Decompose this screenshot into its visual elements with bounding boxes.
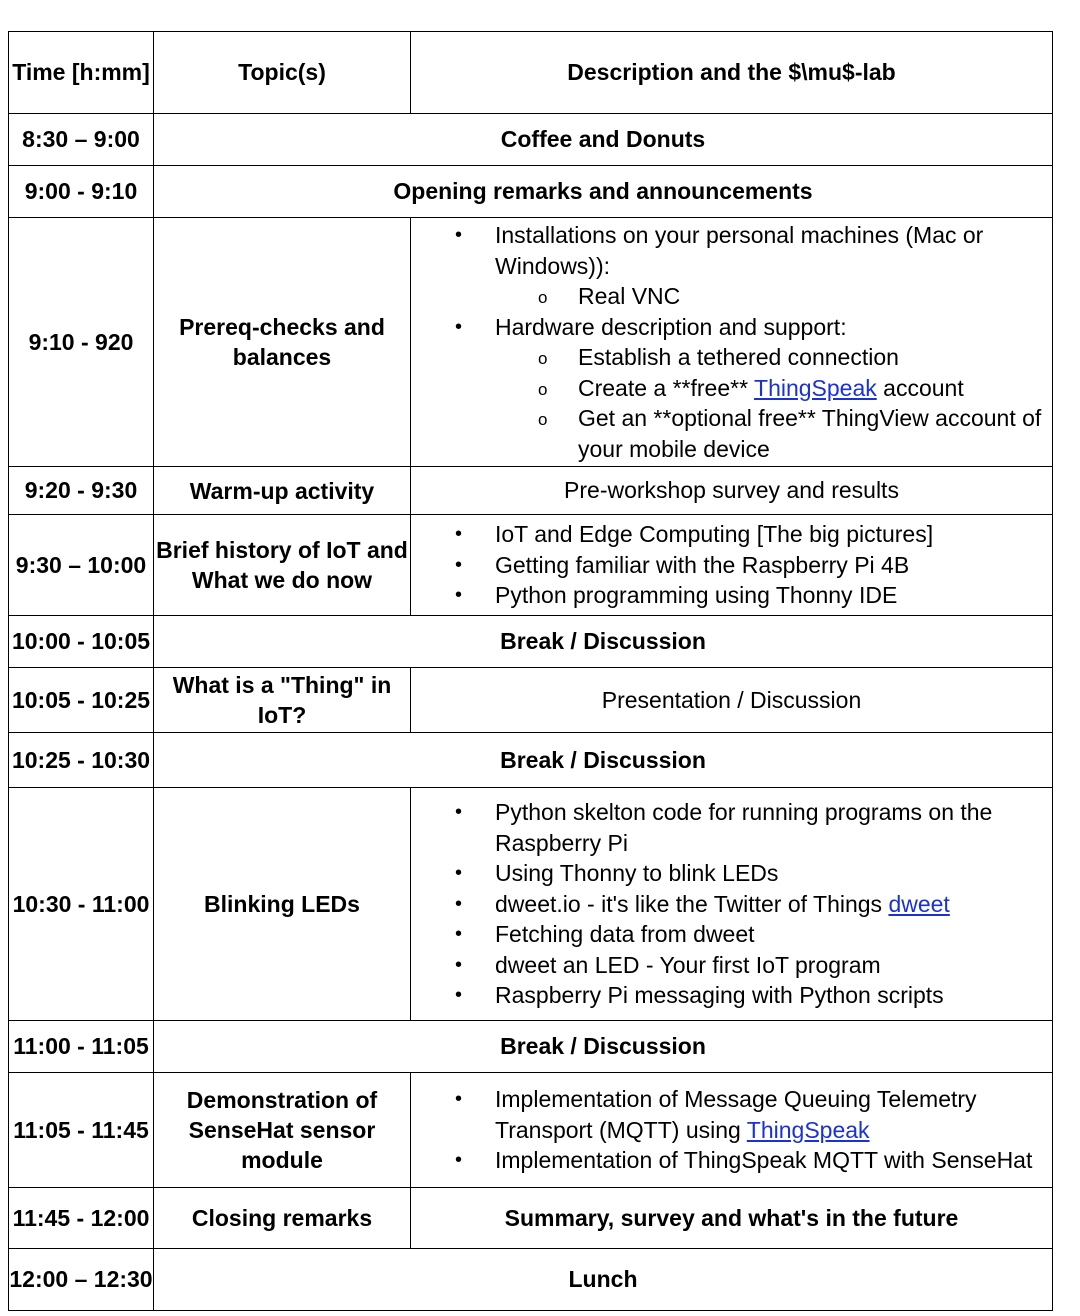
- description-cell: [411, 515, 1053, 616]
- list-item: • Using Thonny to blink LEDs: [411, 858, 1044, 889]
- header-topic: Topic(s): [154, 32, 411, 114]
- table-row: [9, 515, 1053, 616]
- description-cell: Pre-workshop survey and results: [411, 467, 1053, 515]
- sub-list-item: o Establish a tethered connection: [411, 342, 1044, 373]
- bullet-list: [411, 220, 1052, 464]
- table-row: [9, 668, 1053, 733]
- time-cell: 11:00 - 11:05: [9, 1021, 154, 1073]
- topic-cell: Brief history of IoT and What we do now: [154, 515, 411, 616]
- bullet-list: [411, 1084, 1052, 1176]
- topic-cell: Prereq-checks and balances: [154, 218, 411, 467]
- spanning-cell: Lunch: [154, 1249, 1053, 1311]
- time-cell: 12:00 – 12:30: [9, 1249, 154, 1311]
- list-item: [411, 889, 1044, 920]
- thingspeak-link[interactable]: ThingSpeak: [746, 1116, 870, 1143]
- item-text: dweet.io - it's like the Twitter of Things: [495, 890, 889, 917]
- description-cell: [411, 218, 1053, 467]
- time-cell: 10:05 - 10:25: [9, 668, 154, 733]
- table-row: [9, 733, 1053, 788]
- time-cell: 9:00 - 9:10: [9, 166, 154, 218]
- table-row: [9, 166, 1053, 218]
- sub-list-item: o Real VNC: [411, 281, 1044, 312]
- list-item: • Python programming using Thonny IDE: [411, 580, 1044, 611]
- topic-cell: Closing remarks: [154, 1188, 411, 1249]
- schedule-table: [8, 31, 1053, 1311]
- list-item: • Implementation of ThingSpeak MQTT with SenseHat: [411, 1145, 1044, 1176]
- list-item: • Getting familiar with the Raspberry Pi 4B: [411, 550, 1044, 581]
- topic-cell: What is a "Thing" in IoT?: [154, 668, 411, 733]
- dweet-link[interactable]: dweet: [888, 890, 950, 917]
- table-row: [9, 467, 1053, 515]
- spanning-cell: Coffee and Donuts: [154, 114, 1053, 166]
- time-cell: 10:00 - 10:05: [9, 616, 154, 668]
- topic-cell: Warm-up activity: [154, 467, 411, 515]
- item-text: account: [876, 374, 964, 401]
- spanning-cell: Break / Discussion: [154, 733, 1053, 788]
- description-cell: Presentation / Discussion: [411, 668, 1053, 733]
- header-time: Time [h:mm]: [9, 32, 154, 114]
- list-item: • Raspberry Pi messaging with Python scripts: [411, 980, 1044, 1011]
- description-cell: [411, 1073, 1053, 1188]
- item-text: Create a **free**: [578, 374, 755, 401]
- list-item: • dweet an LED - Your first IoT program: [411, 950, 1044, 981]
- table-row: [9, 1021, 1053, 1073]
- sub-list-item: [411, 373, 1044, 404]
- topic-cell: Demonstration of SenseHat sensor module: [154, 1073, 411, 1188]
- thingspeak-link[interactable]: ThingSpeak: [754, 374, 877, 401]
- time-cell: 9:30 – 10:00: [9, 515, 154, 616]
- description-cell: Summary, survey and what's in the future: [411, 1188, 1053, 1249]
- bullet-list: [411, 519, 1052, 611]
- table-row: [9, 114, 1053, 166]
- header-description: Description and the $\mu$-lab: [411, 32, 1053, 114]
- time-cell: 11:05 - 11:45: [9, 1073, 154, 1188]
- header-row: [9, 32, 1053, 114]
- table-row: [9, 1249, 1053, 1311]
- time-cell: 9:20 - 9:30: [9, 467, 154, 515]
- list-item: • Hardware description and support:: [411, 312, 1044, 343]
- table-row: [9, 616, 1053, 668]
- description-cell: [411, 788, 1053, 1021]
- list-item: [411, 1084, 1044, 1145]
- list-item: • IoT and Edge Computing [The big pictures]: [411, 519, 1044, 550]
- bullet-list: [411, 797, 1052, 1011]
- item-text: Implementation of Message Queuing Telemetry Transport (MQTT) using: [495, 1086, 977, 1143]
- table-row: [9, 788, 1053, 1021]
- table-row: [9, 1073, 1053, 1188]
- time-cell: 10:25 - 10:30: [9, 733, 154, 788]
- sub-list-item: o Get an **optional free** ThingView account of your mobile device: [411, 403, 1044, 464]
- time-cell: 11:45 - 12:00: [9, 1188, 154, 1249]
- time-cell: 10:30 - 11:00: [9, 788, 154, 1021]
- spanning-cell: Break / Discussion: [154, 616, 1053, 668]
- list-item: • Python skelton code for running programs on the Raspberry Pi: [411, 797, 1044, 858]
- list-item: • Installations on your personal machines (Mac or Windows)):: [411, 220, 1044, 281]
- spanning-cell: Opening remarks and announcements: [154, 166, 1053, 218]
- table-row: [9, 218, 1053, 467]
- topic-cell: Blinking LEDs: [154, 788, 411, 1021]
- spanning-cell: Break / Discussion: [154, 1021, 1053, 1073]
- time-cell: 9:10 - 920: [9, 218, 154, 467]
- table-row: [9, 1188, 1053, 1249]
- list-item: • Fetching data from dweet: [411, 919, 1044, 950]
- time-cell: 8:30 – 9:00: [9, 114, 154, 166]
